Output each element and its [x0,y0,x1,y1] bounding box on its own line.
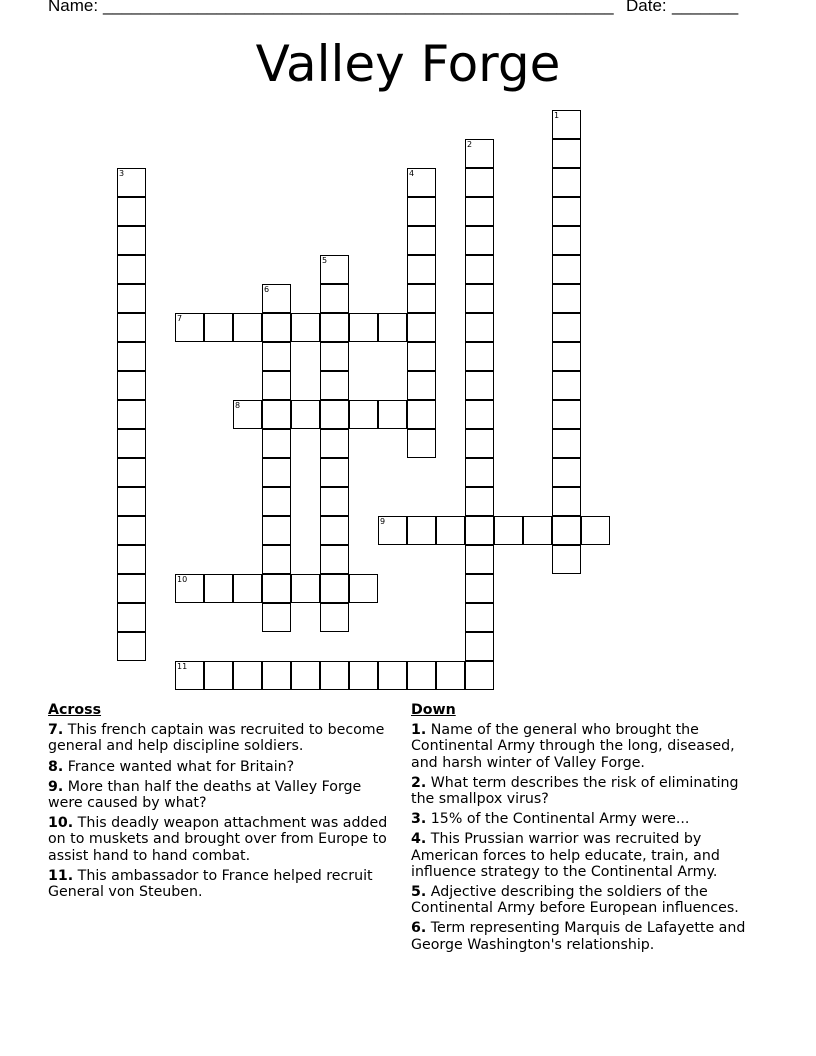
grid-cell[interactable] [117,168,146,197]
grid-cell[interactable] [407,284,436,313]
clue-number: 4. [411,831,427,848]
grid-cell[interactable] [320,516,349,545]
grid-cell[interactable] [204,313,233,342]
clue-text: 15% of the Continental Army were... [430,811,690,828]
grid-cell[interactable] [233,574,262,603]
grid-cell[interactable] [465,661,494,690]
down-clues [411,702,756,957]
grid-cell[interactable] [465,168,494,197]
grid-cell[interactable] [465,603,494,632]
grid-cell[interactable] [175,313,204,342]
grid-cell[interactable] [581,516,610,545]
grid-cell[interactable] [262,574,291,603]
grid-cell[interactable] [378,516,407,545]
grid-cell[interactable] [465,197,494,226]
date-field[interactable]: _______ [672,0,739,15]
cell-number: 6 [264,285,270,294]
grid-cell[interactable] [262,342,291,371]
grid-cell[interactable] [552,487,581,516]
grid-cell[interactable] [262,313,291,342]
grid-cell[interactable] [320,313,349,342]
grid-cell[interactable] [262,371,291,400]
grid-cell[interactable] [262,284,291,313]
clue-text: More than half the deaths at Valley Forge were caused by what? [48,778,362,812]
clue-text: This deadly weapon attachment was added on to muskets and brought over from Europe to assist hand to hand combat. [48,815,388,864]
grid-cell[interactable] [523,516,552,545]
across-clue [48,779,393,811]
grid-cell[interactable] [291,574,320,603]
clue-text: This french captain was recruited to become general and help discipline soldiers. [48,722,385,755]
clue-number: 5. [411,884,427,901]
grid-cell[interactable] [552,429,581,458]
grid-cell[interactable] [552,371,581,400]
grid-cell[interactable] [552,168,581,197]
grid-cell[interactable] [117,429,146,458]
grid-cell[interactable] [349,400,378,429]
grid-cell[interactable] [320,429,349,458]
down-clue [411,722,756,771]
grid-cell[interactable] [291,313,320,342]
grid-cell[interactable] [320,603,349,632]
clue-text: What term describes the risk of eliminating the smallpox virus? [411,774,739,808]
grid-cell[interactable] [407,226,436,255]
grid-cell[interactable] [320,400,349,429]
grid-cell[interactable] [465,487,494,516]
grid-cell[interactable] [320,661,349,690]
grid-cell[interactable] [117,342,146,371]
grid-cell[interactable] [117,545,146,574]
grid-cell[interactable] [552,110,581,139]
grid-cell[interactable] [407,255,436,284]
grid-cell[interactable] [117,226,146,255]
grid-cell[interactable] [465,516,494,545]
clue-text: This Prussian warrior was recruited by American forces to help educate, train, and influence strategy to the Continental Army. [411,831,720,880]
grid-cell[interactable] [262,429,291,458]
grid-cell[interactable] [349,661,378,690]
grid-cell[interactable] [552,313,581,342]
down-clue [411,811,756,827]
grid-cell[interactable] [262,516,291,545]
clue-number: 11. [48,867,74,884]
name-field[interactable]: ______________________________________________________ [103,0,614,15]
grid-cell[interactable] [494,516,523,545]
grid-cell[interactable] [175,574,204,603]
grid-cell[interactable] [465,632,494,661]
grid-cell[interactable] [465,371,494,400]
grid-cell[interactable] [552,400,581,429]
grid-cell[interactable] [320,487,349,516]
grid-cell[interactable] [552,545,581,574]
grid-cell[interactable] [407,342,436,371]
grid-cell[interactable] [117,574,146,603]
grid-cell[interactable] [262,545,291,574]
grid-cell[interactable] [407,313,436,342]
grid-cell[interactable] [117,632,146,661]
grid-cell[interactable] [552,255,581,284]
grid-cell[interactable] [465,342,494,371]
clue-number: 6. [411,920,427,937]
grid-cell[interactable] [552,197,581,226]
grid-cell[interactable] [436,661,465,690]
down-heading: Down [411,702,456,718]
grid-cell[interactable] [204,574,233,603]
across-clues [48,702,393,904]
across-clue [48,868,393,900]
cell-number: 8 [235,401,241,410]
grid-cell[interactable] [320,574,349,603]
cell-number: 1 [554,111,560,120]
grid-cell[interactable] [233,400,262,429]
grid-cell[interactable] [117,284,146,313]
grid-cell[interactable] [320,284,349,313]
cell-number: 11 [177,662,188,671]
grid-cell[interactable] [320,342,349,371]
grid-cell[interactable] [465,284,494,313]
grid-cell[interactable] [117,487,146,516]
grid-cell[interactable] [465,313,494,342]
across-clue [48,722,393,754]
grid-cell[interactable] [465,139,494,168]
grid-cell[interactable] [204,661,233,690]
grid-cell[interactable] [552,516,581,545]
grid-cell[interactable] [291,661,320,690]
grid-cell[interactable] [465,545,494,574]
date-label: Date: [626,0,667,15]
grid-cell[interactable] [436,516,465,545]
grid-cell[interactable] [552,226,581,255]
clue-number: 1. [411,722,427,739]
grid-cell[interactable] [407,371,436,400]
grid-cell[interactable] [465,429,494,458]
clue-text: Adjective describing the soldiers of the Continental Army before European influences. [411,884,739,917]
grid-cell[interactable] [117,313,146,342]
down-clue [411,775,756,807]
grid-cell[interactable] [378,400,407,429]
grid-cell[interactable] [349,313,378,342]
grid-cell[interactable] [117,371,146,400]
clue-number: 2. [411,774,427,791]
grid-cell[interactable] [117,458,146,487]
clue-number: 9. [48,778,64,795]
clue-number: 10. [48,815,74,832]
grid-cell[interactable] [117,400,146,429]
grid-cell[interactable] [465,574,494,603]
grid-cell[interactable] [552,139,581,168]
grid-cell[interactable] [552,284,581,313]
down-clue [411,920,756,952]
cell-number: 2 [467,140,473,149]
grid-cell[interactable] [378,661,407,690]
grid-cell[interactable] [262,487,291,516]
grid-cell[interactable] [262,458,291,487]
down-clue [411,884,756,916]
grid-cell[interactable] [407,197,436,226]
clue-text: France wanted what for Britain? [67,758,295,775]
grid-cell[interactable] [262,661,291,690]
clue-number: 8. [48,758,64,775]
cell-number: 7 [177,314,183,323]
across-heading: Across [48,702,102,718]
grid-cell[interactable] [407,429,436,458]
grid-cell[interactable] [262,400,291,429]
down-clue [411,831,756,880]
grid-cell[interactable] [378,313,407,342]
grid-cell[interactable] [552,342,581,371]
cell-number: 9 [380,517,386,526]
grid-cell[interactable] [320,458,349,487]
grid-cell[interactable] [349,574,378,603]
name-label: Name: [48,0,99,15]
cell-number: 3 [119,169,125,178]
across-clue [48,815,393,864]
grid-cell[interactable] [233,661,262,690]
cell-number: 10 [177,575,188,584]
grid-cell[interactable] [320,255,349,284]
grid-cell[interactable] [291,400,320,429]
clue-number: 3. [411,811,427,828]
grid-cell[interactable] [407,516,436,545]
grid-cell[interactable] [320,371,349,400]
clue-text: Term representing Marquis de Lafayette and George Washington's relationship. [411,920,746,953]
puzzle-title: Valley Forge [255,35,561,93]
clue-text: This ambassador to France helped recruit General von Steuben. [48,867,373,901]
grid-cell[interactable] [465,400,494,429]
cell-number: 5 [322,256,328,265]
grid-cell[interactable] [320,545,349,574]
clue-text: Name of the general who brought the Continental Army through the long, diseased, and harsh winter of Valley Forge. [411,722,735,771]
grid-cell[interactable] [465,255,494,284]
grid-cell[interactable] [117,516,146,545]
clue-number: 7. [48,722,64,739]
grid-cell[interactable] [262,603,291,632]
grid-cell[interactable] [175,661,204,690]
grid-cell[interactable] [407,168,436,197]
grid-cell[interactable] [117,197,146,226]
grid-cell[interactable] [465,458,494,487]
cell-number: 4 [409,169,415,178]
grid-cell[interactable] [117,255,146,284]
grid-cell[interactable] [465,226,494,255]
grid-cell[interactable] [407,400,436,429]
across-clue [48,759,393,775]
grid-cell[interactable] [233,313,262,342]
grid-cell[interactable] [552,458,581,487]
grid-cell[interactable] [117,603,146,632]
grid-cell[interactable] [407,661,436,690]
